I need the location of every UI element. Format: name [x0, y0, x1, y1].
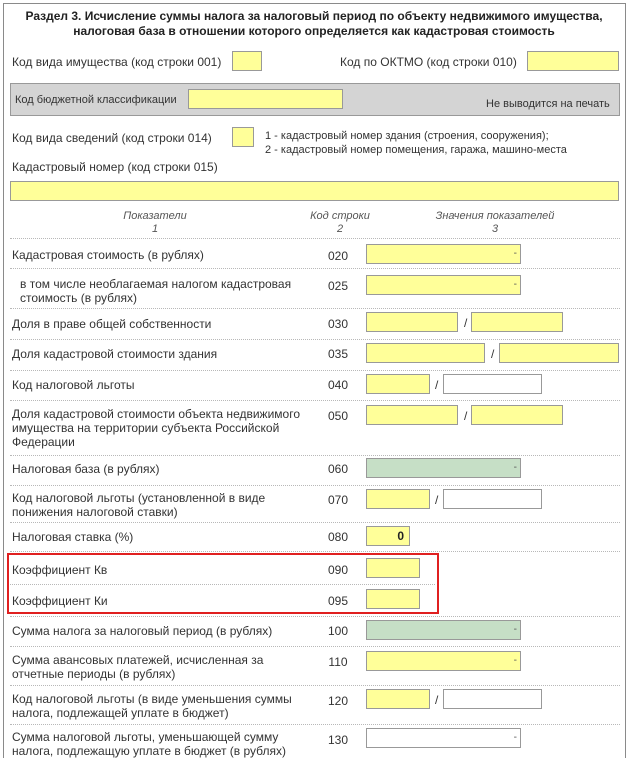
row-field-040-param[interactable]	[443, 374, 542, 394]
row-label-130: Сумма налоговой льготы, уменьшающей сумму налога, подлежащую уплате в бюджет (в рублях)	[12, 730, 287, 758]
row-code-110: 110	[328, 655, 348, 669]
row-divider	[10, 268, 620, 269]
row-field-095[interactable]	[366, 589, 420, 609]
row-code-070: 070	[327, 493, 349, 507]
cadastral-number-field[interactable]	[10, 181, 619, 201]
row-field-090[interactable]	[366, 558, 420, 578]
row-slash-035: /	[491, 347, 495, 361]
row-slash-030: /	[464, 316, 468, 330]
row-code-120: 120	[327, 694, 349, 708]
row-label-090: Коэффициент Кв	[12, 563, 108, 577]
row-code-035: 035	[327, 347, 349, 361]
row-label-100: Сумма налога за налоговый период (в рублях)	[12, 624, 273, 638]
row-code-030: 030	[327, 317, 349, 331]
row-slash-070: /	[435, 493, 439, 507]
row-field-025[interactable]: -	[366, 275, 521, 295]
cadastral-number-label: Кадастровый номер (код строки 015)	[12, 160, 218, 174]
row-label-030: Доля в праве общей собственности	[12, 317, 212, 331]
col-header-indicators: Показатели 1	[123, 210, 187, 235]
kbk-label: Код бюджетной классификации	[15, 94, 177, 106]
row-divider	[10, 370, 620, 371]
row-divider	[10, 308, 620, 309]
row-divider	[10, 400, 620, 401]
row-code-040: 040	[327, 378, 349, 392]
row-field-030-denominator[interactable]	[471, 312, 563, 332]
row-divider	[10, 724, 620, 725]
row-field-110[interactable]: -	[366, 651, 521, 671]
property-type-field[interactable]	[232, 51, 262, 71]
info-type-field[interactable]	[232, 127, 254, 147]
not-printed-note: Не выводится на печать	[486, 98, 610, 110]
row-label-025: в том числе необлагаемая налогом кадастровая стоимость (в рублях)	[20, 277, 292, 305]
row-field-030-numerator[interactable]	[366, 312, 458, 332]
row-divider	[10, 455, 620, 456]
kbk-field[interactable]	[188, 89, 343, 109]
row-field-050-denominator[interactable]	[471, 405, 563, 425]
row-field-100: -	[366, 620, 521, 640]
property-type-label: Код вида имущества (код строки 001)	[12, 55, 222, 69]
row-divider	[10, 584, 435, 585]
col-header-line-code: Код строки 2	[310, 210, 370, 235]
row-field-080[interactable]: 0	[366, 526, 410, 546]
row-code-080: 080	[327, 530, 349, 544]
row-divider	[10, 551, 620, 552]
row-label-020: Кадастровая стоимость (в рублях)	[12, 248, 204, 262]
row-slash-050: /	[464, 409, 468, 423]
row-field-060: -	[366, 458, 521, 478]
row-label-120: Код налоговой льготы (в виде уменьшения суммы налога, подлежащей уплате в бюджет)	[12, 692, 292, 720]
row-label-060: Налоговая база (в рублях)	[12, 462, 160, 476]
row-divider	[10, 646, 620, 647]
row-slash-120: /	[435, 693, 439, 707]
row-label-080: Налоговая ставка (%)	[12, 530, 134, 544]
row-field-040-code[interactable]	[366, 374, 430, 394]
row-field-070-param[interactable]	[443, 489, 542, 509]
row-code-100: 100	[327, 624, 349, 638]
row-label-110: Сумма авансовых платежей, исчисленная за отчетные периоды (в рублях)	[12, 653, 264, 681]
oktmo-field[interactable]	[527, 51, 619, 71]
row-divider	[10, 685, 620, 686]
row-code-130: 130	[327, 733, 349, 747]
row-code-060: 060	[327, 462, 349, 476]
row-divider	[10, 522, 620, 523]
info-type-note-1: 1 - кадастровый номер здания (строения, сооружения);	[265, 130, 549, 142]
row-field-070-code[interactable]	[366, 489, 430, 509]
row-divider	[10, 616, 620, 617]
row-label-035: Доля кадастровой стоимости здания	[12, 347, 218, 361]
row-field-120-code[interactable]	[366, 689, 430, 709]
row-field-035-numerator[interactable]	[366, 343, 485, 363]
row-code-095: 095	[327, 594, 349, 608]
row-label-050: Доля кадастровой стоимости объекта недвижимого имущества на территории субъекта Российской Федерации	[12, 407, 300, 449]
row-field-035-denominator[interactable]	[499, 343, 619, 363]
row-divider	[10, 339, 620, 340]
row-divider	[10, 238, 620, 239]
oktmo-label: Код по ОКТМО (код строки 010)	[340, 55, 517, 69]
info-type-note-2: 2 - кадастровый номер помещения, гаража, машино-места	[265, 144, 567, 156]
row-field-050-numerator[interactable]	[366, 405, 458, 425]
row-label-040: Код налоговой льготы	[12, 378, 135, 392]
section-title: Раздел 3. Исчисление суммы налога за налоговый период по объекту недвижимого имущества, налоговая база в отношении которого определяется как кадастровая стоимость	[25, 9, 603, 38]
row-code-090: 090	[327, 563, 349, 577]
row-field-130[interactable]: -	[366, 728, 521, 748]
row-field-020[interactable]: -	[366, 244, 521, 264]
row-code-050: 050	[327, 409, 349, 423]
col-header-values: Значения показателей 3	[435, 210, 555, 235]
row-divider	[10, 485, 620, 486]
info-type-label: Код вида сведений (код строки 014)	[12, 131, 212, 145]
row-label-070: Код налоговой льготы (установленной в виде понижения налоговой ставки)	[12, 491, 266, 519]
row-code-020: 020	[327, 249, 349, 263]
row-field-120-param[interactable]	[443, 689, 542, 709]
row-code-025: 025	[327, 279, 349, 293]
row-slash-040: /	[435, 378, 439, 392]
row-label-095: Коэффициент Ки	[12, 594, 108, 608]
